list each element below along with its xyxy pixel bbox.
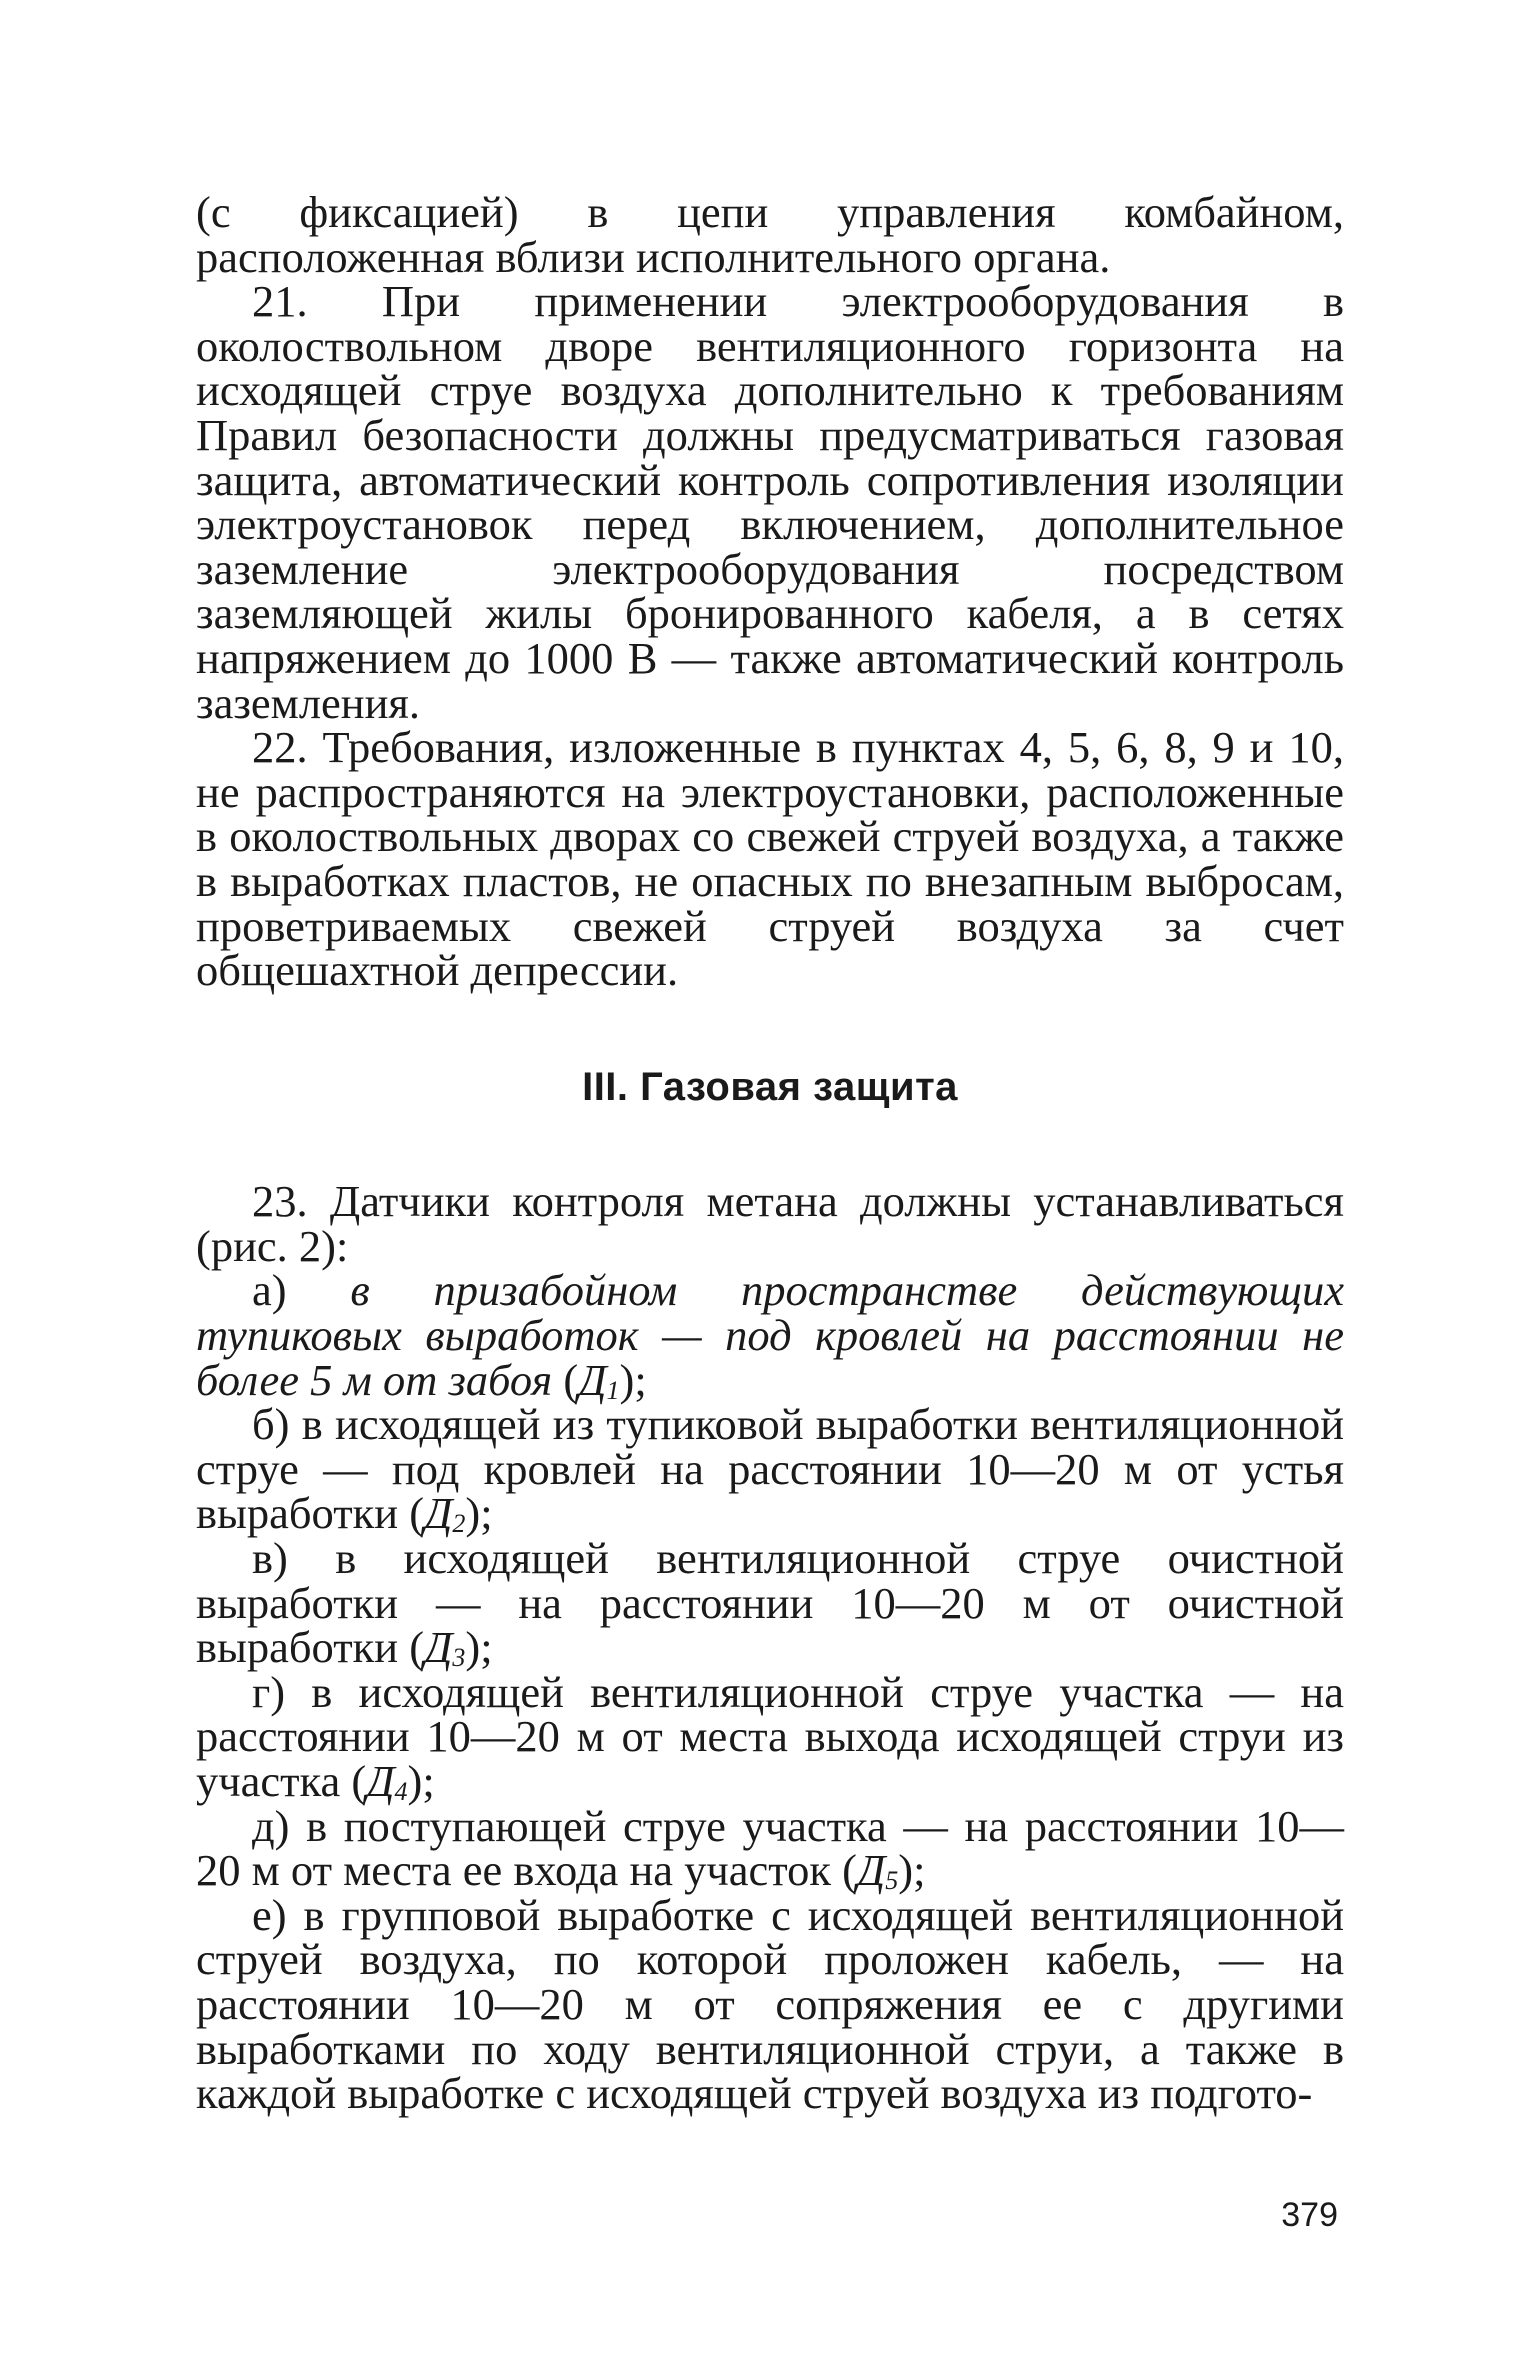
list-marker: г) <box>252 1666 286 1717</box>
list-item-end: ; <box>480 1622 493 1673</box>
list-item-text: в исходящей вентиляционной струе очистной выработки — на расстоянии 10—20 м от очистной выработки <box>196 1533 1344 1673</box>
list-item-text: в групповой выработке с исходящей вентиляционной струей воздуха, по которой проложен кабель, — на расстоянии 10—20 м от сопряжения ее с другими выработками по ходу вентиляционной струи, а также в каждой выработке с исходящей струей воздуха из подгото- <box>196 1889 1345 2119</box>
paragraph-22: 22. Требования, изложенные в пунктах 4, 5, 6, 8, 9 и 10, не распространяются на электроустановки, расположенные в околоствольных дворах со свежей струей воздуха, а также в выработках пластов, не опасных по внезапным выбросам, проветриваемых свежей струей воздуха за счет общешахтной депрессии. <box>196 722 1344 996</box>
list-marker: д) <box>252 1800 290 1851</box>
list-item-end: ; <box>913 1845 926 1896</box>
list-marker: б) <box>252 1399 290 1450</box>
list-item-end: ; <box>634 1354 647 1405</box>
list-item-d: д) в поступающей струе участка — на расстоянии 10—20 м от места ее входа на участок $(Д_5)$; <box>196 1800 1344 1896</box>
paragraph-continuation: (с фиксацией) в цепи управления комбайном, расположенная вблизи исполнительного органа. <box>196 187 1344 282</box>
sensor-letter: Д <box>578 1354 607 1405</box>
sensor-label <box>857 1845 898 1895</box>
list-item-text: в поступающей струе участка — на расстоянии 10—20 м от места ее входа на участок <box>196 1800 1344 1896</box>
paragraph-23-intro: 23. Датчики контроля метана должны устанавливаться (рис. 2): <box>196 1176 1344 1271</box>
list-item-g: г) в исходящей вентиляционной струе участка — на расстоянии 10—20 м от места выхода исходящей струи из участка $(Д_4)$; <box>196 1666 1344 1806</box>
sensor-label <box>578 1355 619 1405</box>
paragraph-21: 21. При применении электрооборудования в околоствольном дворе вентиляционного горизонта на исходящей струе воздуха дополнительно к требованиям Правил безопасности должны предусматриваться газовая защита, автоматический контроль сопротивления изоляции электроустановок перед включением, дополнительное заземление электрооборудования посредством заземляющей жилы бронированного кабеля, а в сетях напряжением до 1000 В — также автоматический контроль заземления. <box>196 276 1344 728</box>
list-item-a: а) в призабойном пространстве действующих тупиковых выработок — под кровлей на расстоянии не более 5 м от забоя $(Д_1)$; <box>196 1265 1345 1405</box>
sensor-index: 2 <box>452 1509 466 1539</box>
sensor-letter: Д <box>856 1845 886 1896</box>
page-number: 379 <box>1281 2196 1338 2234</box>
list-item-b: б) в исходящей из тупиковой выработки вентиляционной струе — под кровлей на расстоянии 10—20 м от устья выработки $(Д_2)$; <box>196 1399 1345 1539</box>
sensor-label <box>366 1756 407 1806</box>
section-heading <box>196 1065 1344 1110</box>
sensor-letter: Д <box>424 1488 453 1539</box>
list-marker: а) <box>252 1265 287 1316</box>
sensor-letter: Д <box>424 1622 453 1673</box>
sensor-index: 3 <box>452 1643 466 1673</box>
document-page <box>196 187 1345 2119</box>
sensor-label <box>424 1622 465 1672</box>
sensor-index: 5 <box>885 1866 899 1896</box>
list-item-text: в исходящей из тупиковой выработки вентиляционной струе — под кровлей на расстоянии 10—20 м от устья выработки <box>196 1399 1345 1539</box>
section-title: Газовая защита <box>640 1064 958 1109</box>
list-item-e <box>196 1889 1345 2119</box>
list-item-v: в) в исходящей вентиляционной струе очистной выработки — на расстоянии 10—20 м от очистной выработки $(Д_3)$; <box>196 1533 1344 1673</box>
list-marker: е) <box>252 1889 287 1940</box>
list-item-text: в призабойном пространстве действующих тупиковых выработок — под кровлей на расстоянии не более 5 м от забоя <box>196 1265 1345 1405</box>
list-item-end: ; <box>480 1488 493 1539</box>
sensor-letter: Д <box>366 1756 395 1806</box>
sensor-index: 1 <box>606 1375 620 1405</box>
list-item-text: в исходящей вентиляционной струе участка — на расстоянии 10—20 м от места выхода исходящей струи из участка <box>196 1666 1344 1806</box>
sensor-label <box>424 1488 465 1538</box>
list-marker: в) <box>252 1533 288 1584</box>
section-number: III. <box>582 1064 629 1109</box>
sensor-index: 4 <box>394 1777 408 1806</box>
list-item-end: ; <box>422 1756 435 1806</box>
